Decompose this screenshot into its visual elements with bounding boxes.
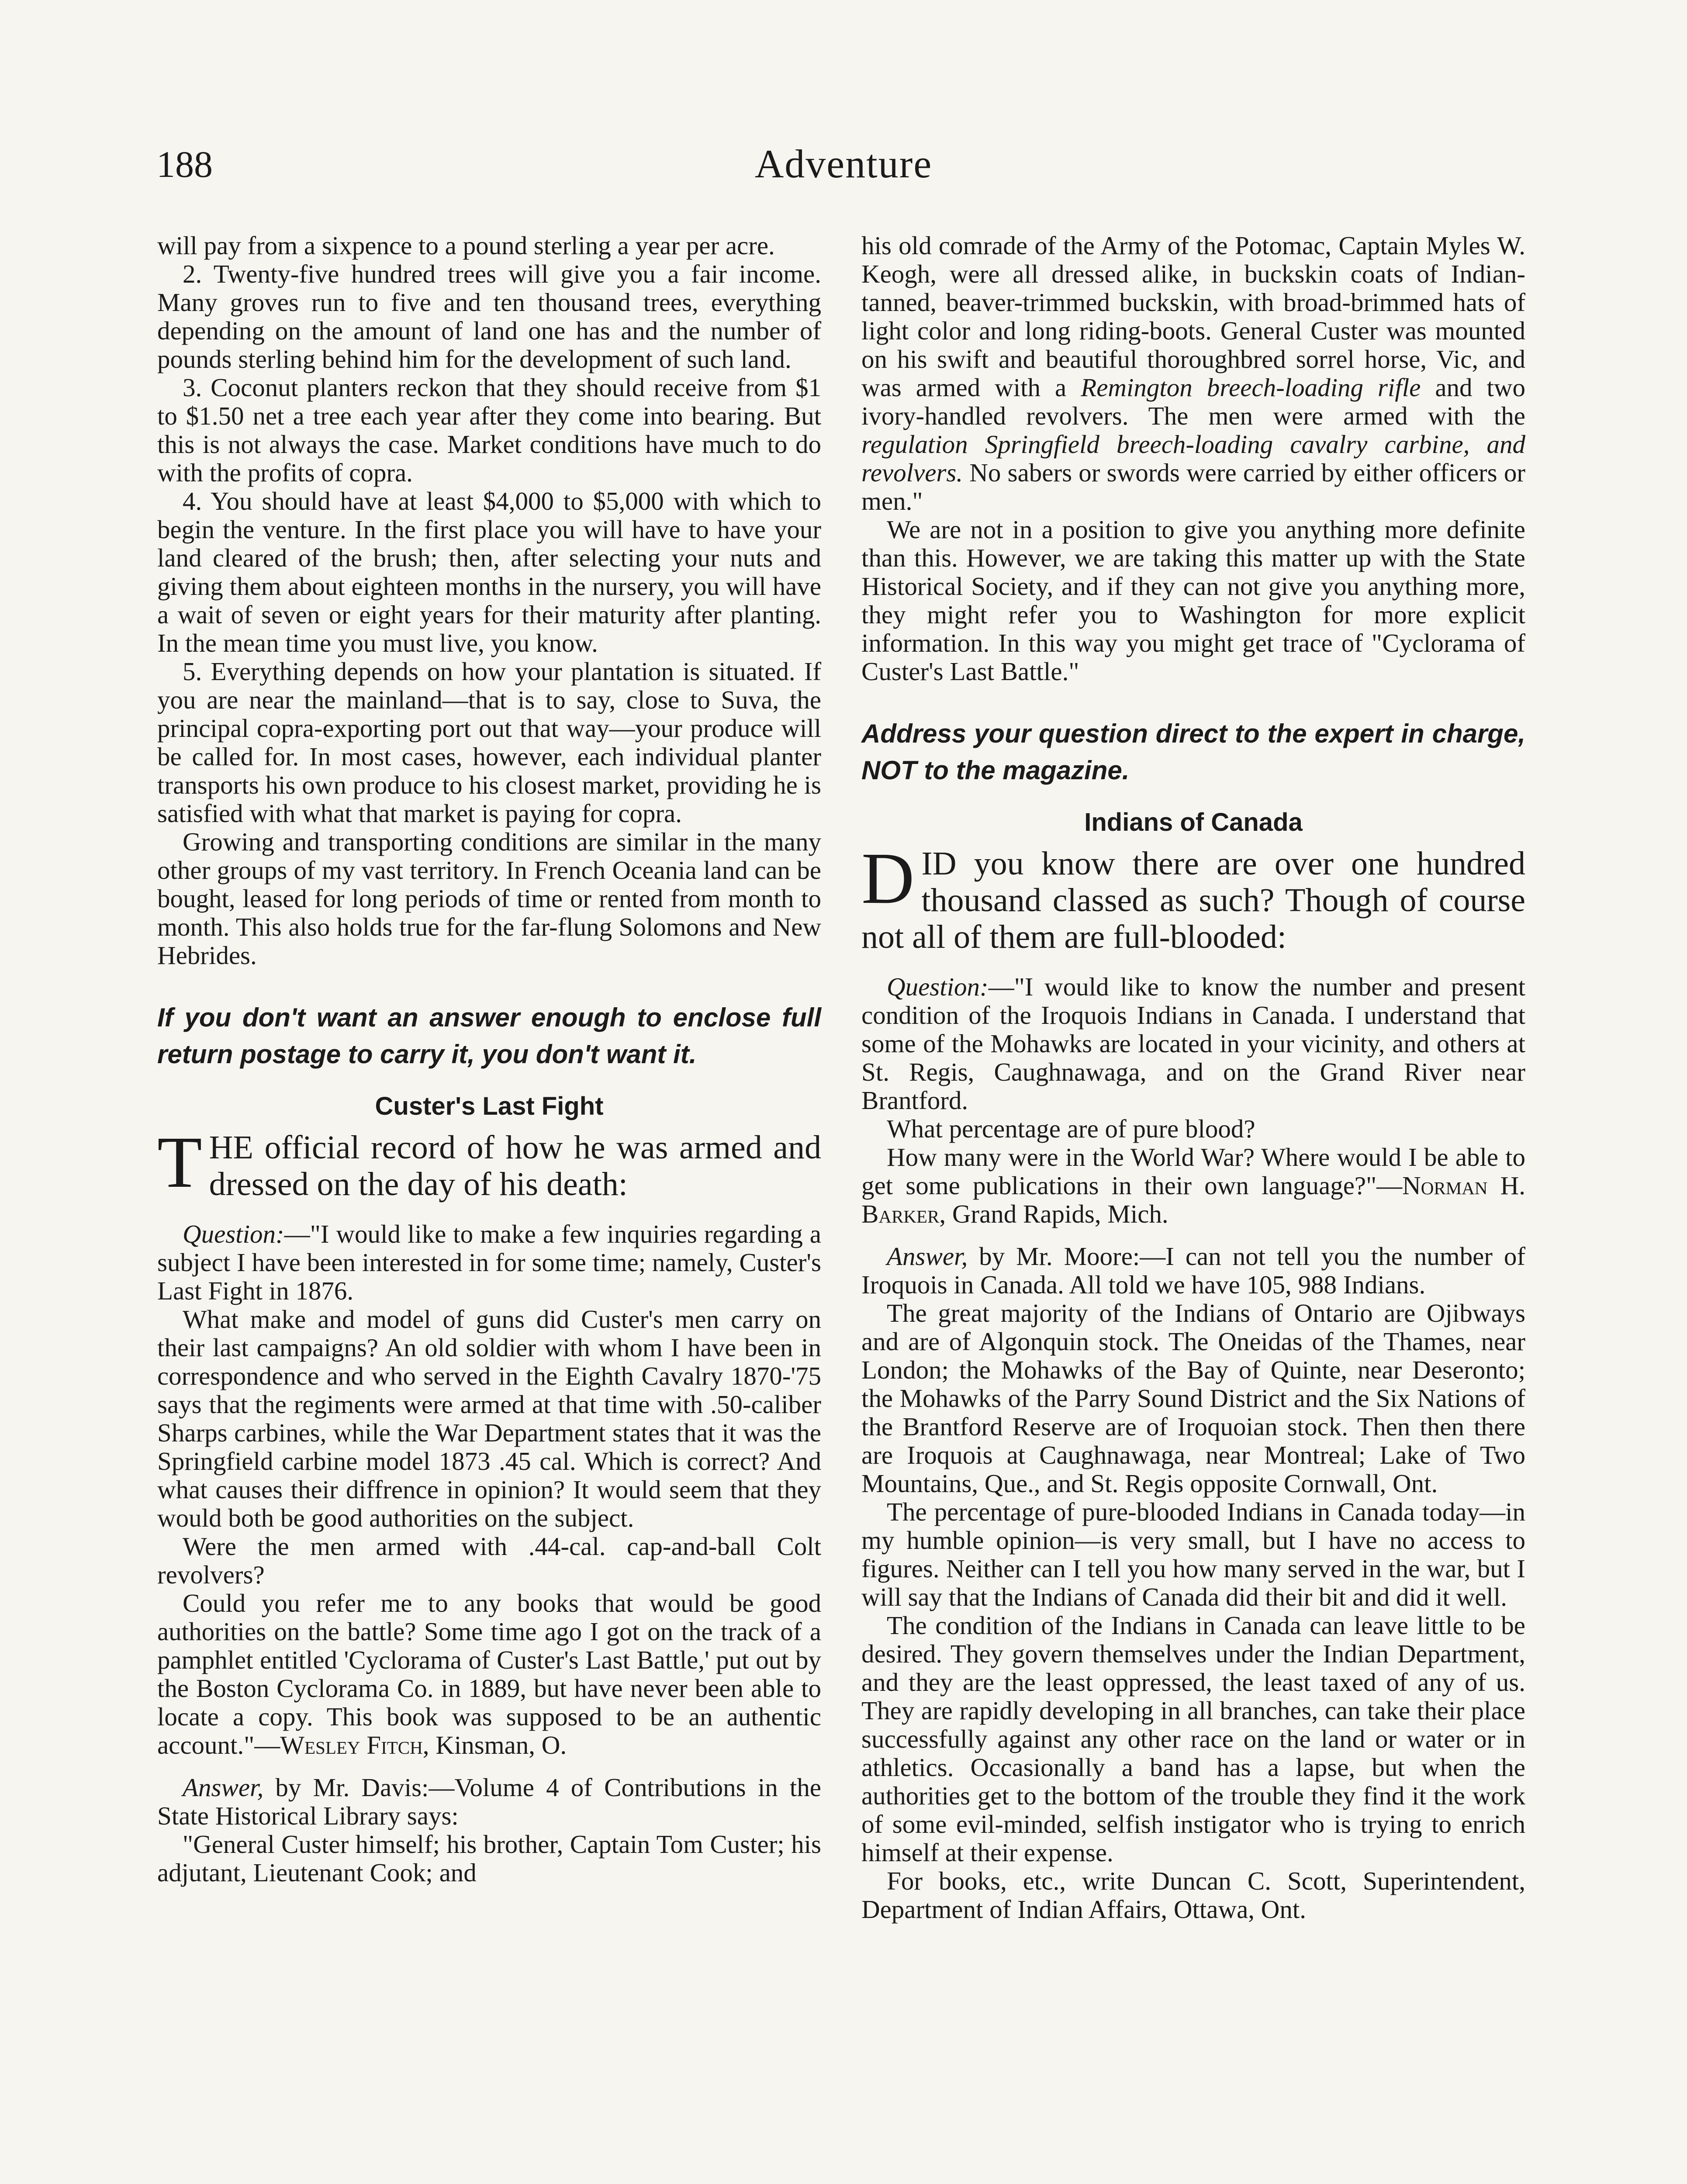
paragraph: 4. You should have at least $4,000 to $5,000 with which to begin the venture. In the first place you will have to have your land cleared of the brush; then, after selecting your nuts and giving them about eighteen months in the nursery, you will have a wait of seven or eight years for their maturity after planting. In the mean time you must live, you know. [157,487,821,657]
question-paragraph: Were the men armed with .44-cal. cap-and-ball Colt revolvers? [157,1532,821,1589]
lead-text: ID you know there are over one hundred thousand classed as such? Though of course not all of them are full-blooded: [861,845,1525,955]
custer-lead [157,1122,821,1203]
answer-quote: "General Custer himself; his brother, Captain Tom Custer; his adjutant, Lieutenant Cook; and [157,1830,821,1887]
answer-label: Answer, [887,1242,968,1271]
section-heading-custer: Custer's Last Fight [375,1092,604,1120]
question-label: Question: [887,972,989,1001]
page-number: 188 [156,143,213,185]
signature: Norman H. Barker [861,1171,1525,1228]
running-title: Adventure [754,142,933,186]
left-column [157,232,821,1887]
paragraph: will pay from a sixpence to a pound sterling a year per acre. [157,231,775,260]
drop-cap: D [861,838,915,919]
answer-paragraph: The great majority of the Indians of Ontario are Ojibways and are of Algonquin stock. The Oneidas of the Thames, near London; the Mohawks of the Bay of Quinte, near Deseronto; the Mohawks of the Parry Sound District and the Six Nations of the Brantford Reserve are of Iroquoian stock. Then then there are Iroquois at Caughnawaga, near Montreal; Lake of Two Mountains, Que., and St. Regis opposite Cornwall, Ont. [861,1299,1525,1498]
postage-notice: If you don't want an answer enough to enclose full return postage to carry it, you don't want it. [157,1003,821,1069]
custer-quote-continuation: his old comrade of the Army of the Potomac, Captain Myles W. Keogh, were all dressed alike, in buckskin coats of Indian-tanned, beaver-trimmed buckskin, with broad-brimmed hats of light color and long riding-boots. General Custer was mounted on his swift and beautiful thoroughbred sorrel horse, Vic, and was armed with a Remington breech-loading rifle and two ivory-handled revolvers. The men were armed with the regulation Springfield breech-loading cavalry carbine, and revolvers. No sabers or swords were carried by either officers or men." [861,231,1525,515]
question-paragraph: Question:—"I would like to make a few inquiries regarding a subject I have been interested in for some time; namely, Custer's Last Fight in 1876. [157,1220,821,1305]
question-paragraph: What percentage are of pure blood? [887,1114,1255,1143]
paragraph: Growing and transporting conditions are similar in the many other groups of my vast territory. In French Oceania land can be bought, leased for long periods of time or rented from month to month. This also holds true for the far-flung Solomons and New Hebrides. [157,827,821,970]
paragraph: We are not in a position to give you anything more definite than this. However, we are taking this matter up with the State Historical Society, and if they can not give you anything more, they might refer you to Washington for more explicit information. In this way you might get trace of "Cyclorama of Custer's Last Battle." [861,515,1525,686]
question-paragraph: Could you refer me to any books that would be good authorities on the battle? Some time ago I got on the track of a pamphlet entitled 'Cyclorama of Custer's Last Battle,' put out by the Boston Cyclorama Co. in 1889, but have never been able to locate a copy. This book was supposed to be an authentic account."—Wesley Fitch, Kinsman, O. [157,1589,821,1759]
signature: Wesley Fitch [280,1731,423,1759]
paragraph: 3. Coconut planters reckon that they should receive from $1 to $1.50 net a tree each year after they come into bearing. But this is not always the case. Market conditions have much to do with the profits of copra. [157,373,821,487]
lead-text: HE official record of how he was armed and dressed on the day of his death: [209,1129,821,1203]
answer-paragraph: For books, etc., write Duncan C. Scott, Superintendent, Department of Indian Affairs, Ottawa, Ont. [861,1866,1525,1924]
question-label: Question: [183,1220,284,1248]
indians-lead [861,838,1525,955]
paragraph: 2. Twenty-five hundred trees will give you a fair income. Many groves run to five and ten thousand trees, everything depending on the amount of land one has and the number of pounds sterling behind him for the development of such land. [157,259,821,373]
address-notice: Address your question direct to the expert in charge, NOT to the magazine. [861,719,1525,785]
answer-paragraph: The percentage of pure-blooded Indians in Canada today—in my humble opinion—is very small, but I have no access to figures. Neither can I tell you how many served in the war, but I will say that the Indians of Canada did their bit and did it well. [861,1497,1525,1611]
answer-paragraph: Answer, by Mr. Moore:—I can not tell you the number of Iroquois in Canada. All told we have 105, 988 Indians. [861,1242,1525,1299]
drop-cap: T [157,1122,202,1203]
right-column [861,232,1525,1924]
answer-label: Answer, [183,1773,264,1802]
answer-paragraph: Answer, by Mr. Davis:—Volume 4 of Contributions in the State Historical Library says: [157,1773,821,1830]
question-paragraph: What make and model of guns did Custer's men carry on their last campaigns? An old soldier with whom I have been in correspondence and who served in the Eighth Cavalry 1870-'75 says that the regiments were armed at that time with .50-caliber Sharps carbines, while the War Department states that it was the Springfield carbine model 1873 .45 cal. Which is correct? And what causes their diffrence in opinion? It would seem that they would both be good authorities on the subject. [157,1305,821,1532]
section-heading-indians: Indians of Canada [1084,808,1303,836]
question-paragraph: How many were in the World War? Where would I be able to get some publications in their own language?"—Norman H. Barker, Grand Rapids, Mich. [861,1143,1525,1228]
answer-paragraph: The condition of the Indians in Canada can leave little to be desired. They govern themselves under the Indian Department, and they are the least oppressed, the least taxed of any of us. They are rapidly developing in all branches, can take their place successfully against any other race on the land or water or in athletics. Occasionally a band has a lapse, but when the authorities get to the bottom of the trouble they find it the work of some evil-minded, selfish instigator who is trying to enrich himself at their expense. [861,1611,1525,1867]
question-paragraph: Question:—"I would like to know the number and present condition of the Iroquois Indians in Canada. I understand that some of the Mohawks are located in your vicinity, and others at St. Regis, Caughnawaga, and on the Grand River near Brantford. [861,972,1525,1115]
paragraph: 5. Everything depends on how your plantation is situated. If you are near the mainland—that is to say, close to Suva, the principal copra-exporting port out that way—your produce will be called for. In most cases, however, each individual planter transports his own produce to his closest market, providing he is satisfied with what that market is paying for copra. [157,657,821,828]
